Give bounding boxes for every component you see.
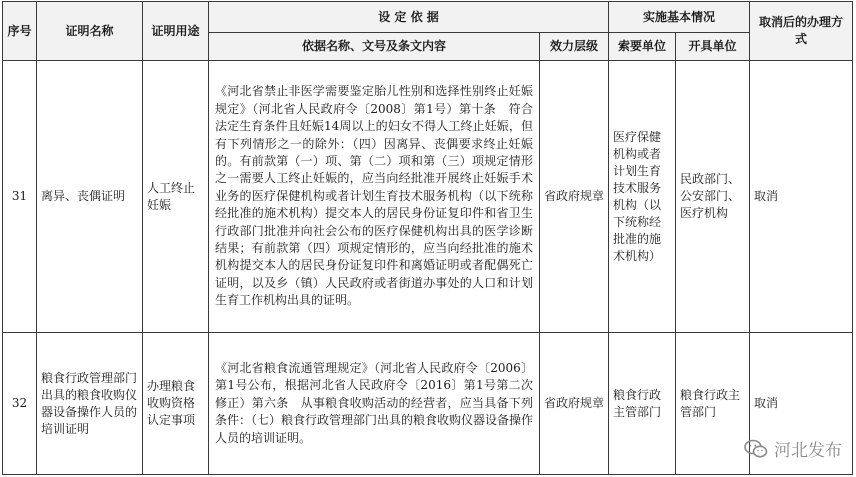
- cell-level: 省政府规章: [540, 333, 609, 475]
- watermark-text: 河北发布: [774, 441, 842, 461]
- cell-seq: 32: [3, 333, 37, 475]
- header-issue-unit: 开具单位: [676, 33, 750, 61]
- cell-request-unit: 医疗保健机构或者计划生育技术服务机构（以下统称经批准的施术机构）: [609, 61, 676, 333]
- header-impl-group: 实施基本情况: [609, 2, 750, 33]
- header-use: 证明用途: [143, 2, 209, 61]
- cell-issue-unit: 粮食行政主管部门: [676, 333, 750, 475]
- cell-after-cancel: 取消: [750, 61, 853, 333]
- cell-use: 人工终止妊娠: [143, 61, 209, 333]
- cell-request-unit: 粮食行政主管部门: [609, 333, 676, 475]
- cell-name: 离异、丧偶证明: [37, 61, 143, 333]
- table-row: [3, 333, 853, 475]
- header-seq: 序号: [3, 2, 37, 61]
- watermark: [744, 436, 842, 461]
- cell-seq: 31: [3, 61, 37, 333]
- table-row: [3, 61, 853, 333]
- cell-basis: 《河北省粮食流通管理规定》（河北省人民政府令〔2006〕第1号公布，根据河北省人民政府令〔2016〕第1号第二次修正）第六条 从事粮食收购活动的经营者，应当具备下列条件：（七）粮食行政管理部门出具的粮食收购仪器设备操作人员的培训证明。: [209, 333, 540, 475]
- header-basis-group: 设 定 依 据: [209, 2, 609, 33]
- header-after-cancel: 取消后的办理方式: [750, 2, 853, 61]
- certificate-table: [2, 1, 853, 475]
- header-level: 效力层级: [540, 33, 609, 61]
- cell-level: 省政府规章: [540, 61, 609, 333]
- header-basis-content: 依据名称、文号及条文内容: [209, 33, 540, 61]
- cell-basis: 《河北省禁止非医学需要鉴定胎儿性别和选择性别终止妊娠规定》（河北省人民政府令〔2008〕第1号）第十条 符合法定生育条件且妊娠14周以上的妇女不得人工终止妊娠，但有下列情形之一的除外：（四）因离异、丧偶要求终止妊娠的。有前款第（一）项、第（二）项和第（三）项规定情形之一需要人工终止妊娠的，应当向经批准开展终止妊娠手术业务的医疗保健机构或者计划生育技术服务机构（以下统称经批准的施术机构）提交本人的居民身份证复印件和省卫生行政部门批准并向社会公布的医疗保健机构出具的医学诊断结果；有前款第（四）项规定情形的，应当向经批准的施术机构提交本人的居民身份证复印件和离婚证明或者配偶死亡证明，以及乡（镇）人民政府或者街道办事处的人口和计划生育工作机构出具的证明。: [209, 61, 540, 333]
- wechat-icon: [744, 439, 768, 459]
- cell-use: 办理粮食收购资格认定事项: [143, 333, 209, 475]
- cell-name: 粮食行政管理部门出具的粮食收购仪器设备操作人员的培训证明: [37, 333, 143, 475]
- cell-after-cancel: 取消: [750, 333, 853, 475]
- header-request-unit: 索要单位: [609, 33, 676, 61]
- cell-issue-unit: 民政部门、公安部门、医疗机构: [676, 61, 750, 333]
- header-row-1: [3, 2, 853, 33]
- header-name: 证明名称: [37, 2, 143, 61]
